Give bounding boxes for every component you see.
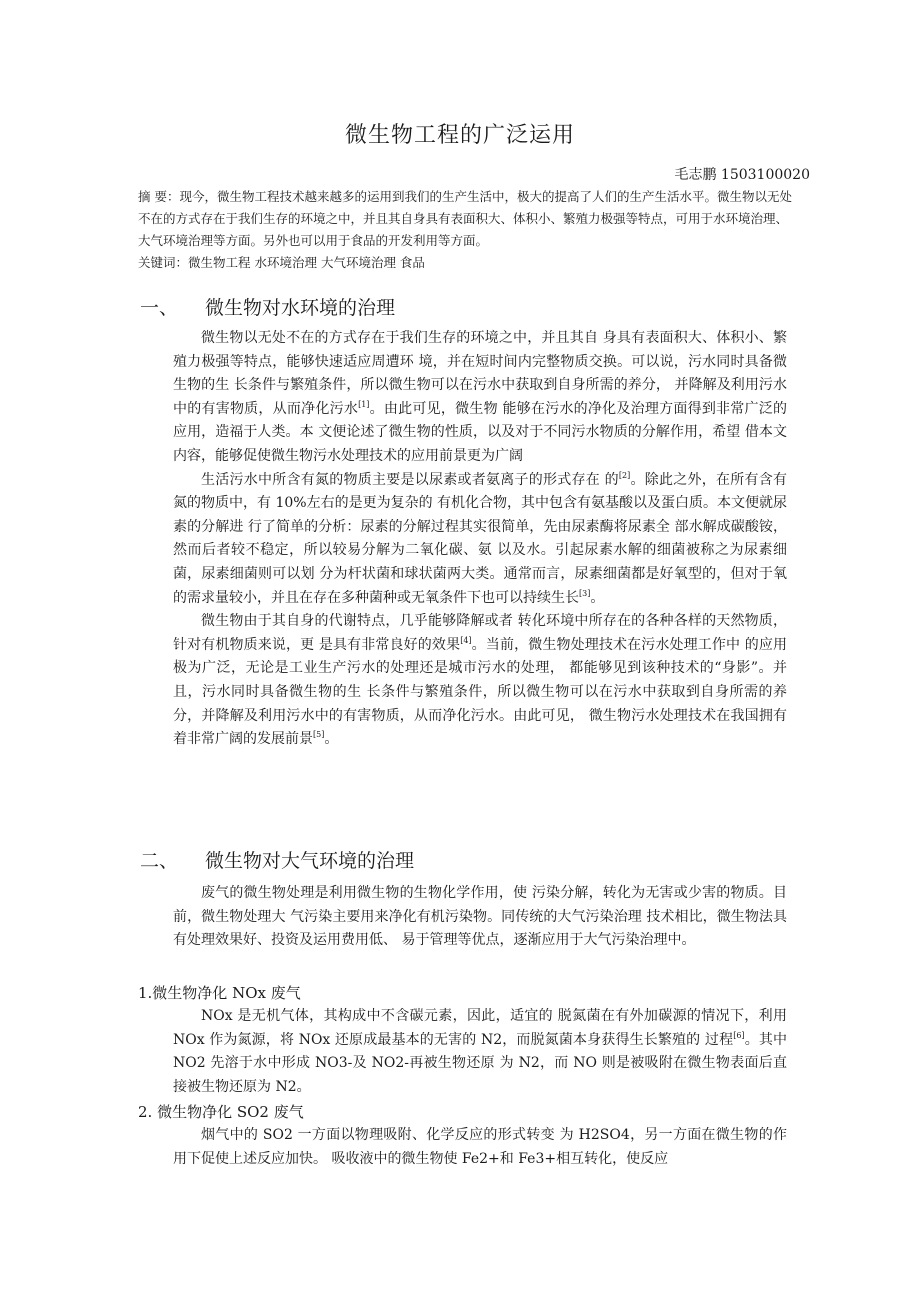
citation: [5] xyxy=(313,730,325,740)
para-text: 。除此之外，在所有含有氮的物质中，有 10%左右的是更为复杂的 有机化合物，其中包含有氨基酸以及蛋白质。本文便就尿素的分解进 行了简单的分析：尿素的分解过程其实很简单，先由尿素酶将尿素全 部水解成碳酸铵，然而后者较不稳定，所以较易分解为二氧化碳、氨 以及水。引起尿素水解的细菌被称之为尿素细菌，尿素细菌则可以划 分为杆状菌和球状菌两大类。通常而言，尿素细菌都是好氧型的，但对于氧的需求量较小，并且在存在多种菌种或无氧条件下也可以持续生长 xyxy=(173,471,788,606)
subsection-1-heading: 1.微生物净化 NOx 废气 xyxy=(138,984,301,1002)
para-text: 。 xyxy=(324,731,339,748)
abstract-text: 摘 要：现今，微生物工程技术越来越多的运用到我们的生产生活中，极大的提高了人们的生产生活水平。微生物以无处不在的方式存在于我们生存的环境之中，并且其自身具有表面积大、体积小、繁殖力极强等特点，可用于水环境治理、大气环境治理等方面。另外也可以用于食品的开发利用等方面。 xyxy=(138,189,792,248)
para-text: 。当前，微生物处理技术在污水处理工作中 的应用极为广泛，无论是工业生产污水的处理还是城市污水的处理， 都能够见到该种技术的“身影”。并且，污水同时具备微生物的生 长条件与繁殖条件，所以微生物可以在污水中获取到自身所需的养 分，并降解及利用污水中的有害物质，从而净化污水。由此可见， 微生物污水处理技术在我国拥有着非常广阔的发展前景 xyxy=(173,636,788,748)
citation: [3] xyxy=(579,588,591,598)
section-1-paragraph-2 xyxy=(173,469,787,611)
section-2-heading xyxy=(140,846,414,873)
para-text: NOx 是无机气体，其构成中不含碳元素，因此，适宜的 脱氮菌在有外加碳源的情况下，利用 NOx 作为氮源，将 NOx 还原成最基本的无害的 N2，而脱氮菌本身获得生长繁殖的 过程 xyxy=(173,1008,787,1048)
para-text: 微生物以无处不在的方式存在于我们生存的环境之中，并且其自 身具有表面积大、体积小、繁殖力极强等特点，能够快速适应周遭环 境，并在短时间内完整物质交换。可以说，污水同时具备微生物的生 长条件与繁殖条件，所以微生物可以在污水中获取到自身所需的养分， 并降解及利用污水中的有害物质，从而净化污水 xyxy=(173,330,787,417)
para-text: 。由此可见，微生物 能够在污水的净化及治理方面得到非常广泛的应用，造福于人类。本 文便论述了微生物的性质，以及对于不同污水物质的分解作用，希望 借本文内容，能够促使微生物污水处理技术的应用前景更为广阔 xyxy=(173,400,788,464)
para-text: 微生物由于其自身的代谢特点，几乎能够降解或者 转化环境中所存在的各种各样的天然物质，针对有机物质来说，更 是具有非常良好的效果 xyxy=(173,613,787,653)
subsection-2-body xyxy=(173,1124,787,1171)
section-2-paragraph-1: 废气的微生物处理是利用微生物的生物化学作用，使 污染分解，转化为无害或少害的物质。目前，微生物处理大 气污染主要用来净化有机污染物。同传统的大气污染治理 技术相比，微生物法具有处理效果好、投资及运用费用低、 易于管理等优点，逐渐应用于大气污染治理中。 xyxy=(173,885,787,949)
section-1-body xyxy=(173,327,787,752)
citation: [1] xyxy=(358,399,370,409)
para-text: 。 xyxy=(590,589,605,606)
keywords-line: 关键词：微生物工程 水环境治理 大气环境治理 食品 xyxy=(138,255,425,270)
section-2-title: 微生物对大气环境的治理 xyxy=(205,850,415,872)
citation: [2] xyxy=(618,470,631,480)
citation: [4] xyxy=(460,635,472,645)
section-2-body xyxy=(173,882,787,953)
section-1-paragraph-1 xyxy=(173,327,787,469)
para-text: 。其中 NO2 先溶于水中形成 NO3-及 NO2-再被生物还原 为 N2，而 NO 则是被吸附在微生物表面后直接被生物还原为 N2。 xyxy=(173,1031,788,1095)
subsection-2-paragraph: 烟气中的 SO2 一方面以物理吸附、化学反应的形式转变 为 H2SO4，另一方面在微生物的作用下促使上述反应加快。 吸收液中的微生物使 Fe2+和 Fe3+相互转化，使反应 xyxy=(173,1127,787,1167)
document-title: 微生物工程的广泛运用 xyxy=(344,123,575,148)
section-2-number: 二、 xyxy=(140,850,179,872)
subsection-1-body xyxy=(173,1005,787,1099)
subsection-2-heading: 2. 微生物净化 SO2 废气 xyxy=(138,1103,304,1121)
para-text: 生活污水中所含有氮的物质主要是以尿素或者氨离子的形式存在 的 xyxy=(201,471,619,488)
citation: [6] xyxy=(733,1030,745,1040)
section-1-paragraph-3 xyxy=(173,610,787,752)
subsection-1-paragraph xyxy=(173,1005,787,1099)
section-1-title: 微生物对水环境的治理 xyxy=(205,297,396,319)
author-line: 毛志鹏 1503100020 xyxy=(674,167,810,183)
section-1-heading xyxy=(140,293,395,320)
abstract-block xyxy=(138,186,792,274)
section-1-number: 一、 xyxy=(140,297,179,319)
